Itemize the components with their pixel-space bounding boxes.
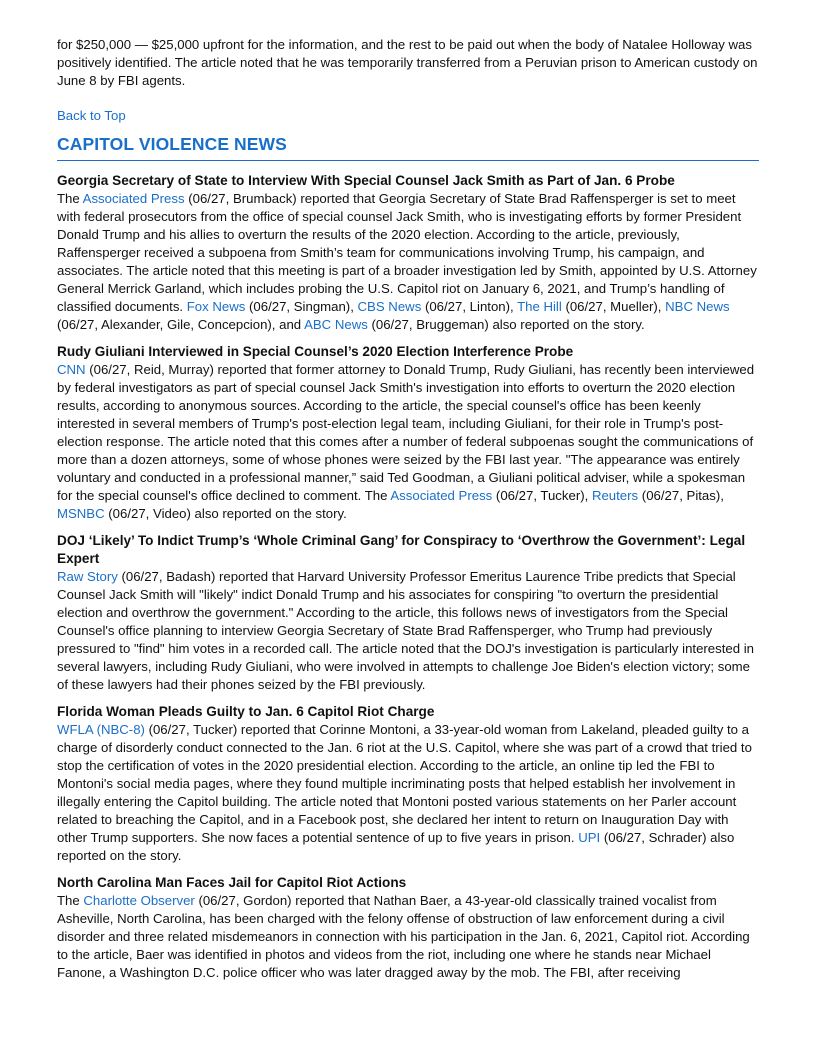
- article-item: [57, 703, 759, 865]
- article-item: [57, 343, 759, 523]
- article-body: [57, 190, 759, 334]
- back-to-top-link[interactable]: Back to Top: [57, 108, 126, 123]
- source-link[interactable]: Associated Press: [82, 191, 185, 206]
- also-reported-meta: (06/27, Linton),: [421, 299, 518, 314]
- also-reported-source-link[interactable]: Reuters: [591, 488, 639, 503]
- article-headline: Georgia Secretary of State to Interview With Special Counsel Jack Smith as Part of Jan. 6 Probe: [57, 173, 675, 188]
- also-reported-meta: (06/27, Schrader) also reported on the story.: [57, 830, 735, 863]
- article-body-text: (06/27, Brumback) reported that Georgia Secretary of State Brad Raffensperger is set to meet with federal prosecutors from the office of special counsel Jack Smith, who is investigating efforts by former President Donald Trump and his allies to overturn the results of the 2020 election. According to the article, previously, Raffensperger received a subpoena from Smith’s team for communications involving Trump, his campaign, and associates. The article noted that this meeting is part of a broader investigation led by Smith, appointed by U.S. Attorney General Merrick Garland, which includes probing the U.S. Capitol riot on January 6, 2021, and Trump’s handling of classified documents.: [57, 191, 757, 314]
- also-reported-meta: (06/27, Pitas),: [638, 488, 724, 503]
- article-item: [57, 874, 759, 982]
- article-body-text: The: [57, 893, 84, 908]
- source-link[interactable]: Charlotte Observer: [83, 893, 195, 908]
- article-headline: Rudy Giuliani Interviewed in Special Counsel’s 2020 Election Interference Probe: [57, 344, 574, 359]
- also-reported-source-link[interactable]: MSNBC: [57, 506, 105, 521]
- also-reported-meta: (06/27, Tucker),: [492, 488, 592, 503]
- article-body-text: (06/27, Gordon) reported that Nathan Baer, a 43-year-old classically trained vocalist from Asheville, North Carolina, has been charged with the felony offense of obstruction of law enforcement during a civil disorder and three related misdemeanors in connection with his participation in the Jan. 6, 2021, Capitol riot. According to the article, Baer was identified in photos and videos from the riot, including one where he stands near Michael Fanone, a Washington D.C. police officer who was later dragged away by the mob. The FBI, after receiving: [57, 893, 750, 980]
- article-headline: DOJ ‘Likely’ To Indict Trump’s ‘Whole Criminal Gang’ for Conspiracy to ‘Overthrow the Government’: Legal Expert: [57, 533, 746, 566]
- also-reported-source-link[interactable]: ABC News: [304, 317, 368, 332]
- also-reported-source-link[interactable]: CBS News: [357, 299, 422, 314]
- articles-list: [57, 172, 759, 982]
- also-reported-source-link[interactable]: The Hill: [517, 299, 562, 314]
- also-reported-source-link[interactable]: NBC News: [665, 299, 730, 314]
- article-headline: North Carolina Man Faces Jail for Capitol Riot Actions: [57, 875, 407, 890]
- article-body-text: (06/27, Badash) reported that Harvard University Professor Emeritus Laurence Tribe predicts that Special Counsel Jack Smith will "likely" indict Donald Trump and his associates for conspiring "to overturn the presidential election and overthrow the government." According to the article, this follows news of investigators from the Special Counsel's office planning to interview Georgia Secretary of State Brad Raffensperger, who Trump had previously pressured to "find" him votes in a recorded call. The article noted that the DOJ's investigation is particularly interested in several lawyers, including Rudy Giuliani, who were involved in attempts to challenge Joe Biden's election victory; some of these lawyers had their phones seized by the FBI previously.: [57, 569, 754, 692]
- article-body: [57, 721, 759, 865]
- article-body: [57, 892, 759, 982]
- source-link[interactable]: WFLA (NBC-8): [57, 722, 145, 737]
- source-link[interactable]: CNN: [57, 362, 86, 377]
- section-title: CAPITOL VIOLENCE NEWS: [57, 134, 759, 161]
- also-reported-meta: (06/27, Singman),: [245, 299, 358, 314]
- article-body: [57, 361, 759, 523]
- also-reported-source-link[interactable]: UPI: [578, 830, 601, 845]
- also-reported-source-link[interactable]: Associated Press: [390, 488, 493, 503]
- source-link[interactable]: Raw Story: [57, 569, 118, 584]
- also-reported-meta: (06/27, Mueller),: [561, 299, 666, 314]
- article-body-text: (06/27, Tucker) reported that Corinne Montoni, a 33-year-old woman from Lakeland, pleaded guilty to a charge of disorderly conduct connected to the Jan. 6 riot at the U.S. Capitol, where she was part of a crowd that tried to stop the certification of votes in the 2020 presidential election. According to the article, an online tip led the FBI to Montoni's social media pages, where they found multiple incriminating posts that helped establish her involvement in illegally entering the Capitol building. The article noted that Montoni posted various statements on her Parler account related to breaching the Capitol, and in a Facebook post, she declared her intent to return on Inauguration Day with other Trump supporters. She now faces a potential sentence of up to five years in prison.: [57, 722, 752, 845]
- also-reported-source-link[interactable]: Fox News: [186, 299, 246, 314]
- article-body-text: The: [57, 191, 83, 206]
- article-item: [57, 532, 759, 694]
- also-reported-meta: (06/27, Alexander, Gile, Concepcion), and: [57, 317, 305, 332]
- intro-paragraph: for $250,000 — $25,000 upfront for the information, and the rest to be paid out when the body of Natalee Holloway was positively identified. The article noted that he was temporarily transferred from a Peruvian prison to American custody on June 8 by FBI agents.: [57, 37, 758, 88]
- article-body-text: (06/27, Reid, Murray) reported that former attorney to Donald Trump, Rudy Giuliani, has recently been interviewed by federal investigators as part of special counsel Jack Smith's investigation into efforts to overturn the 2020 election results, according to anonymous sources. According to the article, the special counsel's office has been keenly interested in several members of Trump's post-election legal team, including Giuliani, for their role in Trump's post-election response. The article noted that this comes after a number of federal subpoenas sought the communications of more than a dozen attorneys, some of whose phones were seized by the FBI last year. "The appearance was entirely voluntary and conducted in a professional manner,” said Ted Goodman, a Giuliani political adviser, while a spokesman for the special counsel's office declined to comment. The: [57, 362, 755, 503]
- also-reported-meta: (06/27, Video) also reported on the story.: [104, 506, 347, 521]
- article-item: [57, 172, 759, 334]
- article-body: [57, 568, 759, 694]
- also-reported-meta: (06/27, Bruggeman) also reported on the story.: [367, 317, 645, 332]
- article-headline: Florida Woman Pleads Guilty to Jan. 6 Capitol Riot Charge: [57, 704, 435, 719]
